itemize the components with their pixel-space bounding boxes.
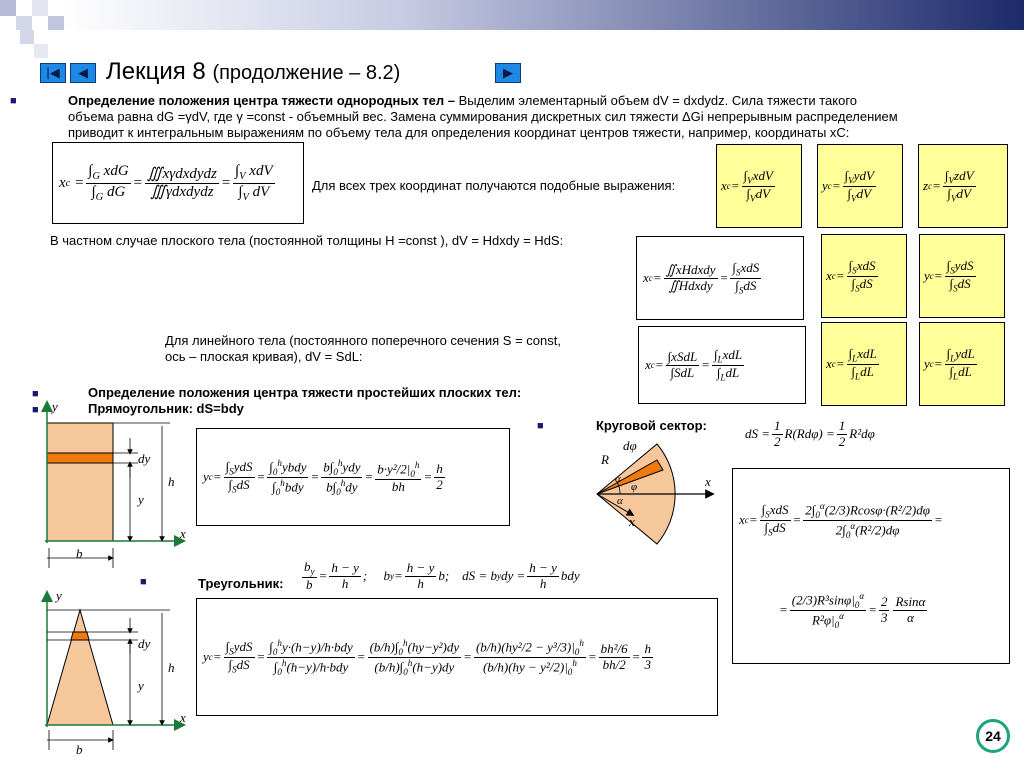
intro-paragraph [68, 93, 948, 141]
tri-label-y: y [56, 588, 62, 603]
linear-text-line2: ось – плоская кривая), dV = SdL: [165, 349, 363, 364]
triangle-title: Треугольник: [198, 576, 284, 591]
triangle-diagram [30, 588, 195, 763]
page-number-text: 24 [985, 728, 1001, 744]
sector-label-phi: φ [631, 481, 638, 493]
bullet-simple: ■ [32, 388, 39, 400]
formula-yc-s: y c = $\frac{\int_SydS}{\int_SdS}$ [919, 234, 1005, 318]
previous-slide-button[interactable] [70, 63, 96, 83]
tri-label-b: b [76, 742, 83, 757]
formula-xc-plane: x c = $\frac{\text{∬xHdxdy}}{\text{∬Hdxdy}}$ = $\frac{\int_SxdS}{\int_SdS}$ [636, 236, 804, 320]
formula-ds-sector: dS = $\frac{1}{2}$ R(Rdφ) = $\frac{1}{2}$ R²dφ [745, 418, 875, 449]
bullet-intro: ■ [10, 95, 17, 107]
plane-text: В частном случае плоского тела (постоянной толщины H =const ), dV = Hdxdy = HdS: [50, 233, 564, 248]
label-y: y [52, 399, 58, 414]
title-sub: (продолжение – 8.2) [212, 62, 401, 84]
header-band [0, 0, 1024, 30]
prev-icon: ◀ [78, 65, 88, 80]
first-slide-button[interactable] [40, 63, 66, 83]
tri-label-x: x [180, 710, 186, 725]
page-number [976, 719, 1010, 753]
tri-label-h: h [168, 660, 175, 675]
formula-yc-v: y c = $\frac{\int_VydV}{\int_VdV}$ [817, 144, 903, 228]
intro-line3: приводит к интегральным выражениям по объему тела для определения координат центров тяжести, например, координаты xC: [68, 125, 850, 140]
sector-label-x: x [705, 474, 711, 489]
formula-xc-sector: x c = $\frac{\int_SxdS}{\int_SdS}$ = $\frac{2\int_0^\alpha(2/3)Rcos\varphi\cdot(R^2/2)d\varphi}{2\int_0^\alpha(R^2/2)d\varphi}$ = = $\frac{(2/3)R^3\sin\varphi|_0^\alpha}{R^2\varphi|_0^\alpha}$ = $\frac{2}{3}$ $\frac{Rsin\alpha}{\alpha}$ [732, 468, 1010, 664]
formula-xc-v: x c = $\frac{\int_VxdV}{\int_VdV}$ [716, 144, 802, 228]
sector-diagram [585, 430, 725, 550]
formula-xc-volume: x c = $\frac{\int_G xdG}{\int_G dG}$ = $\frac{\text{∭xγdxdydz}}{\text{∭γdxdydz}}$ = $\frac{\int_V xdV}{\int_V dV}$ [52, 142, 304, 224]
page-title [106, 58, 400, 86]
skip-to-first-icon: |◀ [46, 65, 60, 80]
label-h: h [168, 474, 175, 489]
label-y2: y [138, 492, 144, 507]
formula-yc-rect: y c = $\frac{\int_SydS}{\int_SdS}$ = $\frac{\int_0^hybdy}{\int_0^hbdy}$ = $\frac{b\int_0^hydy}{b\int_0^hdy}$ = $\frac{b\cdot y^2/2|_0^h}{bh}$ = $\frac{h}{2}$ [196, 428, 510, 526]
formula-xc-s: x c = $\frac{\int_SxdS}{\int_SdS}$ [821, 234, 907, 318]
tri-label-y2: y [138, 678, 144, 693]
label-x: x [180, 526, 186, 541]
formula-yc-triangle: y c = $\frac{\int_SydS}{\int_SdS}$ = $\frac{\int_0^hy\cdot(h-y)/h\cdot bdy}{\int_0^h(h-y)/h\cdot bdy}$ = $\frac{(b/h)\int_0^h(hy-y^2)dy}{(b/h)\int_0^h(h-y)dy}$ = $\frac{(b/h)(hy^2/2 - y^3/3)|_0^h}{(b/h)(hy - y^2/2)|_0^h}$ = $\frac{\text{bh²/6}}{bh/2}$ = $\frac{h}{3}$ [196, 598, 718, 716]
sector-label-R: R [601, 452, 609, 467]
intro-line1: Выделим элементарный объем dV = dxdydz. Сила тяжести такого [458, 93, 858, 108]
rect-title: Прямоугольник: dS=bdy [88, 401, 244, 416]
formula-zc-v: z c = $\frac{\int_VzdV}{\int_VdV}$ [918, 144, 1008, 228]
rectangle-diagram [30, 398, 195, 573]
linear-text [165, 333, 561, 365]
sector-title: Круговой сектор: [596, 418, 707, 433]
formula-triangle-relations: $\frac{b_y}{b}$ = $\frac{h - y}{h}$ ; b y = $\frac{h - y}{h}$ b; dS = b y dy = $\frac{h - y}{h}$ bdy [304, 559, 580, 592]
linear-text-line1: Для линейного тела (постоянного поперечного сечения S = const, [165, 333, 561, 348]
formula-xc-line: x c = $\frac{\text{∫xSdL}}{\text{∫SdL}}$ = $\frac{\int_LxdL}{\int_LdL}$ [638, 326, 806, 404]
sector-label-dphi: dφ [623, 438, 637, 453]
next-icon: ▶ [503, 65, 513, 80]
next-slide-button[interactable] [495, 63, 521, 83]
bullet-rect: ■ [32, 404, 39, 416]
intro-line2: объема равна dG =γdV, где γ =const - объемный вес. Замена суммирования дискретных сил тяжести ΔGi непрерывным распределением [68, 109, 898, 124]
label-b: b [76, 546, 83, 561]
label-dy: dy [138, 451, 151, 466]
sector-label-alpha2: α [617, 495, 623, 507]
sector-label-alpha: α [615, 473, 621, 485]
bullet-triangle: ■ [140, 576, 147, 588]
title-main: Лекция 8 [106, 58, 206, 85]
header-squares [20, 30, 50, 60]
formula-yc-l: y c = $\frac{\int_LydL}{\int_LdL}$ [919, 322, 1005, 406]
simple-title: Определение положения центра тяжести простейших плоских тел: [88, 385, 522, 400]
sector-label-x2: x [629, 514, 635, 529]
formula-xc-l: x c = $\frac{\int_LxdL}{\int_LdL}$ [821, 322, 907, 406]
intro-bold: Определение положения центра тяжести однородных тел – [68, 93, 456, 108]
similar-text: Для всех трех координат получаются подобные выражения: [312, 178, 676, 193]
bullet-sector: ■ [537, 420, 544, 432]
tri-label-dy: dy [138, 636, 151, 651]
